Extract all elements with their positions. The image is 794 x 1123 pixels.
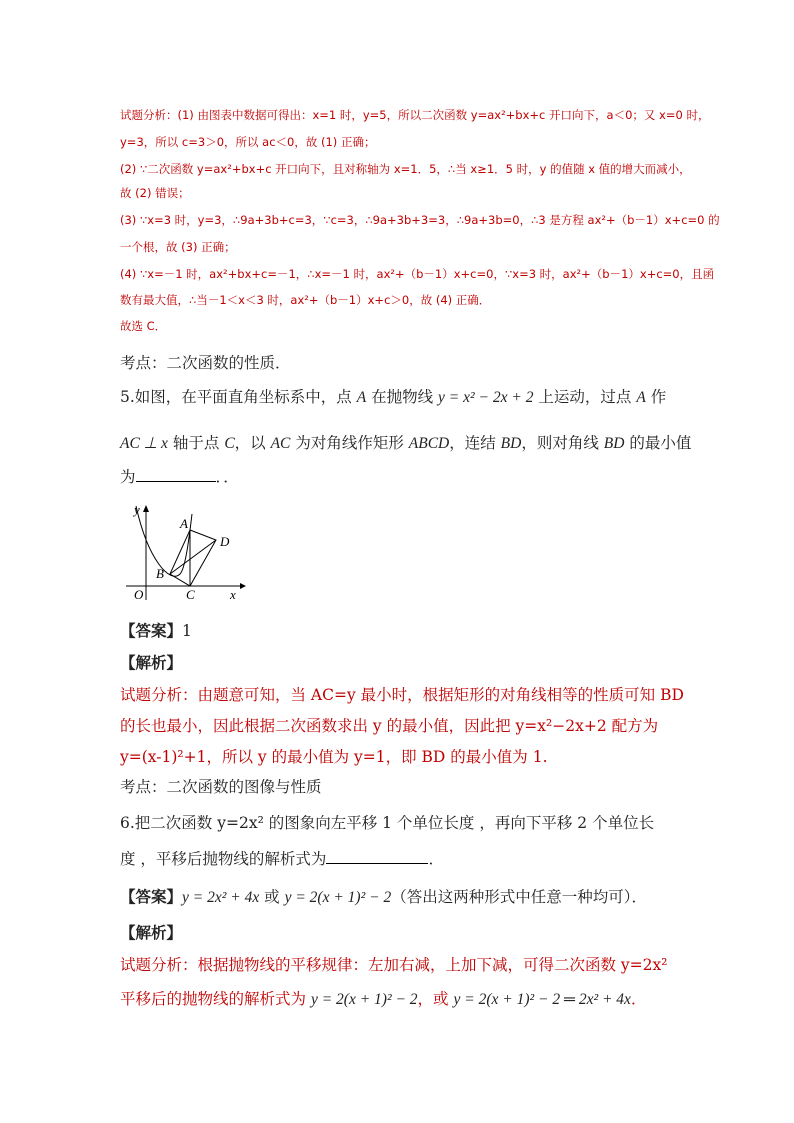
q5-abcd: ABCD	[408, 435, 450, 452]
q5-analysis-line-2: 的长也最小，因此根据二次函数求出 y 的最小值，因此把 y=x²−2x+2 配方为	[120, 717, 659, 735]
q5-line-2	[120, 432, 691, 455]
q5-analysis-line-3: y=(x-1)²+1，所以 y 的最小值为 y=1，即 BD 的最小值为 1.	[120, 748, 548, 766]
label-x: x	[230, 587, 236, 602]
label-a: A	[180, 516, 188, 531]
answer-label: 【答案】	[120, 887, 183, 906]
q5-analysis-label: 【解析】	[120, 653, 183, 672]
q5-figure	[118, 500, 248, 604]
q4-analysis-line-3: (2) ∵二次函数 y=ax²+bx+c 开口向下，且对称轴为 x=1．5，∴当 x≥1．5 时，y 的值随 x 值的增大而减小，	[120, 162, 691, 176]
q6-analysis-line-2	[120, 988, 646, 1011]
q5-text: 5.如图，在平面直角坐标系中，点	[120, 388, 357, 406]
q5-text: ，以	[234, 434, 271, 452]
q6-text: ．	[630, 990, 647, 1008]
q4-analysis-line-2: y=3，所以 c=3＞0，所以 ac＜0，故 (1) 正确；	[120, 135, 376, 149]
q6-line-1: 6.把二次函数 y=2x² 的图象向左平移 1 个单位长度 ，再向下平移 2 个单位长	[120, 814, 655, 832]
q5-line-1	[120, 386, 666, 409]
q6-line-2	[120, 848, 444, 870]
q5-text: 为对角线作矩形	[290, 434, 409, 452]
q6-text: ，或	[417, 990, 454, 1008]
q5-bd: BD	[603, 435, 625, 452]
q5-text: 轴于点	[167, 434, 225, 452]
q4-analysis-line-8: 数有最大值，∴当－1＜x＜3 时，ax²+（b－1）x+c＞0，故 (4) 正确．	[120, 293, 491, 307]
q4-analysis-line-1: 试题分析：(1) 由图表中数据可得出：x=1 时，y=5，所以二次函数 y=ax²+bx+c 开口向下，a＜0；又 x=0 时，	[120, 108, 710, 122]
q5-analysis-line-1: 试题分析：由题意可知，当 AC=y 最小时，根据矩形的对角线相等的性质可知 BD	[120, 686, 684, 704]
q5-point-a: A	[636, 389, 646, 406]
q5-text: ，则对角线	[521, 434, 604, 452]
q5-bd: BD	[500, 435, 522, 452]
q6-answer	[120, 886, 647, 909]
q4-analysis-line-6: 一个根，故 (3) 正确；	[120, 240, 236, 254]
q6-analysis-line-1: 试题分析：根据抛物线的平移规律：左加右减，上加下减，可得二次函数 y=2x²	[120, 956, 668, 974]
q6-text: 或	[259, 888, 285, 906]
q5-text: 作	[645, 388, 667, 406]
q4-analysis-line-5: (3) ∵x=3 时，y=3，∴9a+3b+c=3，∵c=3，∴9a+3b+3=3，∴9a+3b=0，∴3 是方程 ax²+（b－1）x+c=0 的	[120, 213, 720, 227]
q5-text: ，连结	[449, 434, 501, 452]
q4-analysis-line-7: (4) ∵x=－1 时，ax²+bx+c=－1，∴x=－1 时，ax²+（b－1）x+c=0，∵x=3 时，ax²+（b－1）x+c=0，且函	[120, 267, 715, 281]
diagonal-bd	[170, 540, 216, 574]
q5-formula: y = x² − 2x + 2	[438, 389, 534, 406]
q5-point-c: C	[224, 435, 235, 452]
x-axis-arrow-icon	[240, 583, 246, 589]
q5-answer-blank	[136, 467, 216, 482]
q5-line-3	[120, 466, 239, 488]
y-axis-arrow-icon	[143, 505, 149, 512]
q5-text: 上运动，过点	[533, 388, 637, 406]
q6-answer-note: （答出这两种形式中任意一种均可）．	[391, 888, 647, 906]
answer-value: 1	[182, 622, 192, 640]
q6-text: ．	[428, 850, 444, 868]
q6-formula-2: y = 2(x + 1)² − 2 ═ 2x² + 4x	[453, 991, 631, 1008]
label-c: C	[186, 587, 195, 602]
label-d: D	[220, 534, 230, 549]
q5-kaodian: 考点：二次函数的图像与性质	[120, 778, 322, 796]
q5-text: ．．	[215, 468, 239, 486]
q4-kaodian: 考点：二次函数的性质．	[120, 354, 291, 372]
q5-text: 的最小值	[624, 434, 692, 452]
q6-answer-formula-1: y = 2x² + 4x	[182, 889, 260, 906]
q5-answer	[120, 620, 192, 642]
q6-answer-formula-2: y = 2(x + 1)² − 2	[284, 889, 392, 906]
label-o: O	[134, 587, 144, 602]
q6-text: 度 ，平移后抛物线的解析式为	[120, 850, 327, 868]
q4-analysis-line-4: 故 (2) 错误；	[120, 186, 190, 200]
q6-text: 平移后的抛物线的解析式为	[120, 990, 311, 1008]
label-y: y	[134, 502, 140, 517]
label-b: B	[156, 566, 164, 581]
q5-text: 在抛物线	[366, 388, 439, 406]
q5-ac: AC	[270, 435, 291, 452]
q4-analysis-line-9: 故选 C．	[120, 319, 167, 333]
q6-analysis-label: 【解析】	[120, 923, 183, 942]
rectangle-abcd	[170, 530, 216, 586]
q5-perp: AC ⊥ x	[120, 435, 168, 452]
q5-point-a: A	[356, 389, 367, 406]
q6-formula-1: y = 2(x + 1)² − 2	[310, 991, 418, 1008]
answer-label: 【答案】	[120, 621, 183, 640]
q5-text: 为	[120, 468, 136, 486]
q6-answer-blank	[326, 849, 428, 864]
